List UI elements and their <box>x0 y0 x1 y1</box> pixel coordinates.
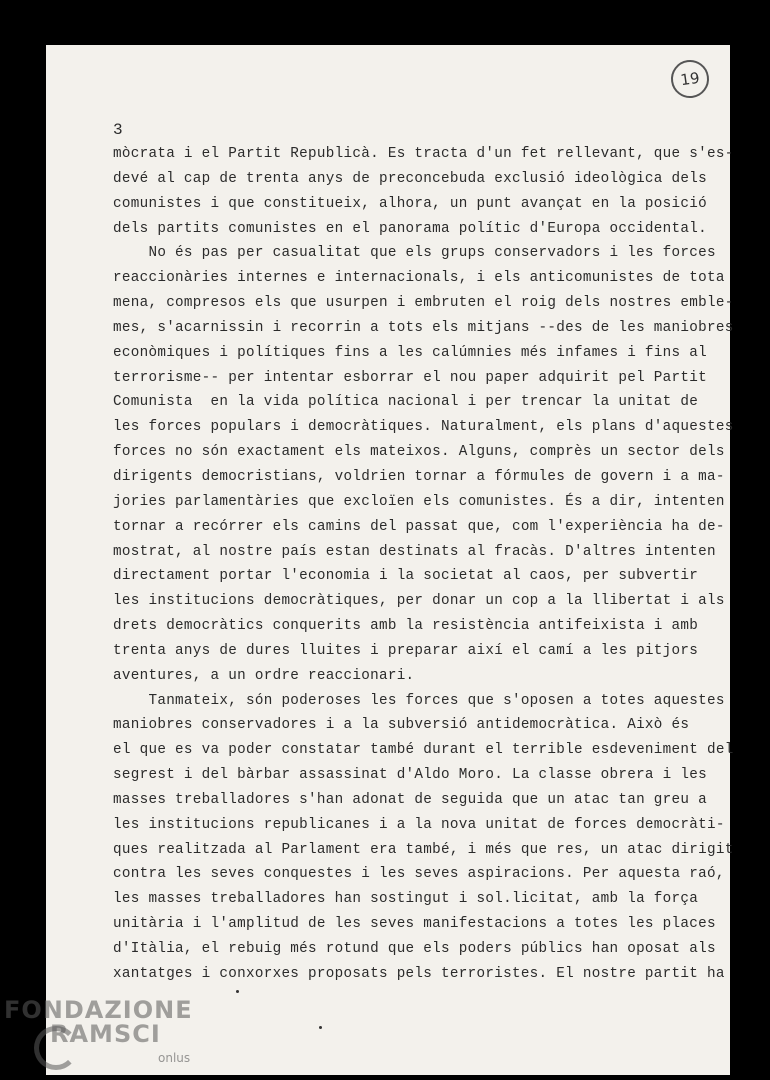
text-line: aventures, a un ordre reaccionari. <box>113 667 415 684</box>
text-line: les institucions republicanes i a la nova unitat de forces democràti- <box>113 816 725 833</box>
text-line: Tanmateix, són poderoses les forces que s'oposen a totes aquestes <box>113 692 725 709</box>
text-line: dels partits comunistes en el panorama polític d'Europa occidental. <box>113 220 707 237</box>
text-line: les forces populars i democràtiques. Naturalment, els plans d'aquestes <box>113 419 734 436</box>
logo-line-2: RAMSCI <box>50 1020 161 1048</box>
text-line: el que es va poder constatar també durant el terrible esdeveniment del <box>113 742 734 759</box>
text-line: No és pas per casualitat que els grups conservadors i les forces <box>113 245 716 262</box>
text-line: directament portar l'economia i la societat al caos, per subvertir <box>113 568 699 585</box>
text-line: ques realitzada al Parlament era també, i més que res, un atac dirigit <box>113 841 734 858</box>
text-line: devé al cap de trenta anys de preconcebuda exclusió ideològica dels <box>113 170 707 187</box>
text-line: segrest i del bàrbar assassinat d'Aldo Moro. La classe obrera i les <box>113 767 707 784</box>
text-line: mes, s'acarnissin i recorrin a tots els mitjans --des de les maniobres <box>113 319 734 336</box>
text-line: xantatges i conxorxes proposats pels terroristes. El nostre partit ha <box>113 965 725 982</box>
text-line: comunistes i que constitueix, alhora, un punt avançat en la posició <box>113 195 707 212</box>
text-line: jories parlamentàries que excloïen els comunistes. És a dir, intenten <box>113 493 725 510</box>
ink-speck <box>319 1026 322 1029</box>
text-line: terrorisme-- per intentar esborrar el nou paper adquirit pel Partit <box>113 369 707 386</box>
text-line: mostrat, al nostre país estan destinats al fracàs. D'altres intenten <box>113 543 716 560</box>
text-line: tornar a recórrer els camins del passat que, com l'experiència ha de- <box>113 518 725 535</box>
text-line: reaccionàries internes e internacionals, i els anticomunistes de tota <box>113 270 725 287</box>
text-line: unitària i l'amplitud de les seves manifestacions a totes les places <box>113 916 716 933</box>
archive-number: 19 <box>679 68 701 90</box>
text-line: econòmiques i polítiques fins a les calúmnies més infames i fins al <box>113 344 707 361</box>
watermark-logo <box>4 996 204 1076</box>
text-line: masses treballadores s'han adonat de seguida que un atac tan greu a <box>113 791 707 808</box>
text-line: maniobres conservadores i a la subversió antidemocràtica. Això és <box>113 717 690 734</box>
text-line: les masses treballadores han sostingut i sol.licitat, amb la força <box>113 891 699 908</box>
text-line: mòcrata i el Partit Republicà. Es tracta d'un fet rellevant, que s'es- <box>113 146 734 162</box>
text-line: mena, compresos els que usurpen i embruten el roig dels nostres emble- <box>113 295 734 312</box>
page-number: 3 <box>113 121 123 139</box>
logo-line-1: FONDAZIONE <box>4 996 193 1024</box>
ink-speck <box>236 990 239 993</box>
text-line: d'Itàlia, el rebuig més rotund que els poders públics han oposat als <box>113 941 716 957</box>
text-line: forces no són exactament els mateixos. Alguns, comprès un sector dels <box>113 444 725 461</box>
text-line: drets democràtics conquerits amb la resistència antifeixista i amb <box>113 618 699 635</box>
logo-onlus: onlus <box>158 1051 191 1065</box>
text-line: les institucions democràtiques, per donar un cop a la llibertat i als <box>113 593 725 610</box>
text-line: dirigents democristians, voldrien tornar a fórmules de govern i a ma- <box>113 468 725 485</box>
text-line: contra les seves conquestes i les seves aspiracions. Per aquesta raó, <box>113 866 725 883</box>
document-body <box>113 142 734 987</box>
text-line: Comunista en la vida política nacional i per trencar la unitat de <box>113 394 699 411</box>
text-line: trenta anys de dures lluites i preparar així el camí a les pitjors <box>113 642 699 659</box>
